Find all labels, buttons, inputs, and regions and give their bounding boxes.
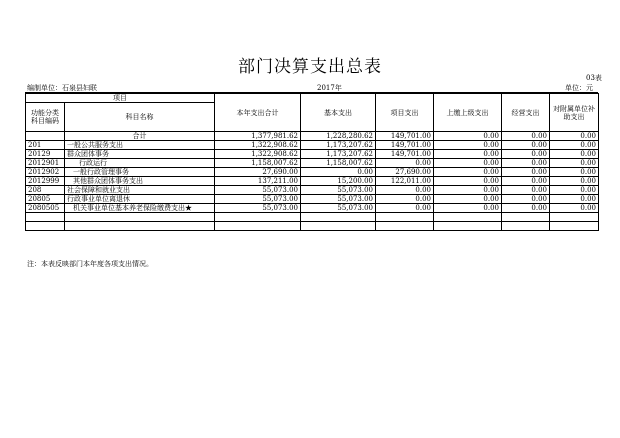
business-cell: 0.00 bbox=[502, 186, 550, 195]
basic-cell: 1,173,207.62 bbox=[301, 150, 376, 159]
total-cell bbox=[215, 222, 301, 231]
name-cell: 其他群众团体事务支出 bbox=[65, 177, 215, 186]
upper-cell: 0.00 bbox=[434, 159, 502, 168]
upper-cell: 0.00 bbox=[434, 132, 502, 141]
basic-cell: 15,200.00 bbox=[301, 177, 376, 186]
report-year: 2017年 bbox=[317, 84, 342, 92]
total-cell: 1,322,908.62 bbox=[215, 141, 301, 150]
total-cell: 1,322,908.62 bbox=[215, 150, 301, 159]
project-exp-header: 项目支出 bbox=[376, 94, 434, 132]
code-cell: 2012901 bbox=[26, 159, 65, 168]
business-cell: 0.00 bbox=[502, 159, 550, 168]
currency-unit: 单位：元 bbox=[565, 84, 593, 92]
business-cell: 0.00 bbox=[502, 195, 550, 204]
upper-cell: 0.00 bbox=[434, 186, 502, 195]
upper-cell bbox=[434, 222, 502, 231]
basic-header: 基本支出 bbox=[301, 94, 376, 132]
basic-cell: 55,073.00 bbox=[301, 195, 376, 204]
compiling-unit: 编制单位：石泉县妇联 bbox=[27, 84, 97, 92]
project-cell: 0.00 bbox=[376, 195, 434, 204]
subsidy-cell: 0.00 bbox=[550, 159, 599, 168]
name-cell bbox=[65, 213, 215, 222]
business-cell: 0.00 bbox=[502, 177, 550, 186]
project-cell: 149,701.00 bbox=[376, 132, 434, 141]
business-cell: 0.00 bbox=[502, 150, 550, 159]
upper-cell: 0.00 bbox=[434, 168, 502, 177]
business-cell: 0.00 bbox=[502, 132, 550, 141]
table-row bbox=[26, 132, 599, 141]
business-cell: 0.00 bbox=[502, 168, 550, 177]
code-cell bbox=[26, 222, 65, 231]
project-cell: 122,011.00 bbox=[376, 177, 434, 186]
name-cell: 行政运行 bbox=[65, 159, 215, 168]
subsidy-cell: 0.00 bbox=[550, 141, 599, 150]
upper-cell: 0.00 bbox=[434, 195, 502, 204]
table-row bbox=[26, 213, 599, 222]
upper-header: 上缴上级支出 bbox=[434, 94, 502, 132]
basic-cell bbox=[301, 213, 376, 222]
table-row bbox=[26, 141, 599, 150]
subsidy-cell: 0.00 bbox=[550, 195, 599, 204]
table-row bbox=[26, 177, 599, 186]
name-cell: 合计 bbox=[65, 132, 215, 141]
basic-cell: 1,158,007.62 bbox=[301, 159, 376, 168]
upper-cell: 0.00 bbox=[434, 150, 502, 159]
total-cell bbox=[215, 213, 301, 222]
upper-cell bbox=[434, 213, 502, 222]
total-cell: 1,377,981.62 bbox=[215, 132, 301, 141]
table-row bbox=[26, 195, 599, 204]
subsidy-cell: 0.00 bbox=[550, 150, 599, 159]
code-cell bbox=[26, 132, 65, 141]
project-cell: 149,701.00 bbox=[376, 150, 434, 159]
upper-cell: 0.00 bbox=[434, 204, 502, 213]
total-cell: 1,158,007.62 bbox=[215, 159, 301, 168]
total-cell: 55,073.00 bbox=[215, 204, 301, 213]
project-cell: 149,701.00 bbox=[376, 141, 434, 150]
table-row bbox=[26, 222, 599, 231]
total-cell: 55,073.00 bbox=[215, 186, 301, 195]
project-cell: 27,690.00 bbox=[376, 168, 434, 177]
project-cell bbox=[376, 222, 434, 231]
table-row bbox=[26, 204, 599, 213]
code-cell bbox=[26, 213, 65, 222]
table-row bbox=[26, 150, 599, 159]
name-cell: 机关事业单位基本养老保险缴费支出★ bbox=[65, 204, 215, 213]
subsidy-cell: 0.00 bbox=[550, 186, 599, 195]
upper-cell: 0.00 bbox=[434, 141, 502, 150]
business-cell bbox=[502, 222, 550, 231]
total-cell: 27,690.00 bbox=[215, 168, 301, 177]
name-cell: 行政事业单位离退休 bbox=[65, 195, 215, 204]
project-header: 项目 bbox=[26, 94, 215, 103]
project-cell bbox=[376, 213, 434, 222]
name-cell: 一般公共服务支出 bbox=[65, 141, 215, 150]
table-row bbox=[26, 168, 599, 177]
basic-cell bbox=[301, 222, 376, 231]
upper-cell: 0.00 bbox=[434, 177, 502, 186]
total-cell: 137,211.00 bbox=[215, 177, 301, 186]
code-cell: 20805 bbox=[26, 195, 65, 204]
subsidy-header: 对附属单位补助支出 bbox=[550, 94, 599, 132]
table-row bbox=[26, 159, 599, 168]
business-cell bbox=[502, 213, 550, 222]
project-cell: 0.00 bbox=[376, 186, 434, 195]
name-cell: 社会保障和就业支出 bbox=[65, 186, 215, 195]
total-cell: 55,073.00 bbox=[215, 195, 301, 204]
footnote: 注：本表反映部门本年度各项支出情况。 bbox=[27, 260, 153, 268]
business-cell: 0.00 bbox=[502, 204, 550, 213]
name-cell: 群众团体事务 bbox=[65, 150, 215, 159]
table-number: 03表 bbox=[586, 74, 602, 82]
code-header: 功能分类科目编码 bbox=[26, 103, 65, 132]
report-title: 部门决算支出总表 bbox=[238, 57, 382, 77]
subsidy-cell bbox=[550, 213, 599, 222]
code-cell: 2012902 bbox=[26, 168, 65, 177]
subsidy-cell bbox=[550, 222, 599, 231]
basic-cell: 1,228,280.62 bbox=[301, 132, 376, 141]
basic-cell: 0.00 bbox=[301, 168, 376, 177]
name-cell: 一般行政管理事务 bbox=[65, 168, 215, 177]
name-header: 科目名称 bbox=[65, 103, 215, 132]
code-cell: 2012999 bbox=[26, 177, 65, 186]
subsidy-cell: 0.00 bbox=[550, 204, 599, 213]
total-header: 本年支出合计 bbox=[215, 94, 301, 132]
project-cell: 0.00 bbox=[376, 204, 434, 213]
business-header: 经营支出 bbox=[502, 94, 550, 132]
expenditure-table bbox=[25, 93, 599, 231]
code-cell: 208 bbox=[26, 186, 65, 195]
subsidy-cell: 0.00 bbox=[550, 132, 599, 141]
business-cell: 0.00 bbox=[502, 141, 550, 150]
subsidy-cell: 0.00 bbox=[550, 177, 599, 186]
table-row bbox=[26, 186, 599, 195]
code-cell: 201 bbox=[26, 141, 65, 150]
name-cell bbox=[65, 222, 215, 231]
basic-cell: 55,073.00 bbox=[301, 204, 376, 213]
basic-cell: 1,173,207.62 bbox=[301, 141, 376, 150]
project-cell: 0.00 bbox=[376, 159, 434, 168]
code-cell: 20129 bbox=[26, 150, 65, 159]
code-cell: 2080505 bbox=[26, 204, 65, 213]
basic-cell: 55,073.00 bbox=[301, 186, 376, 195]
subsidy-cell: 0.00 bbox=[550, 168, 599, 177]
